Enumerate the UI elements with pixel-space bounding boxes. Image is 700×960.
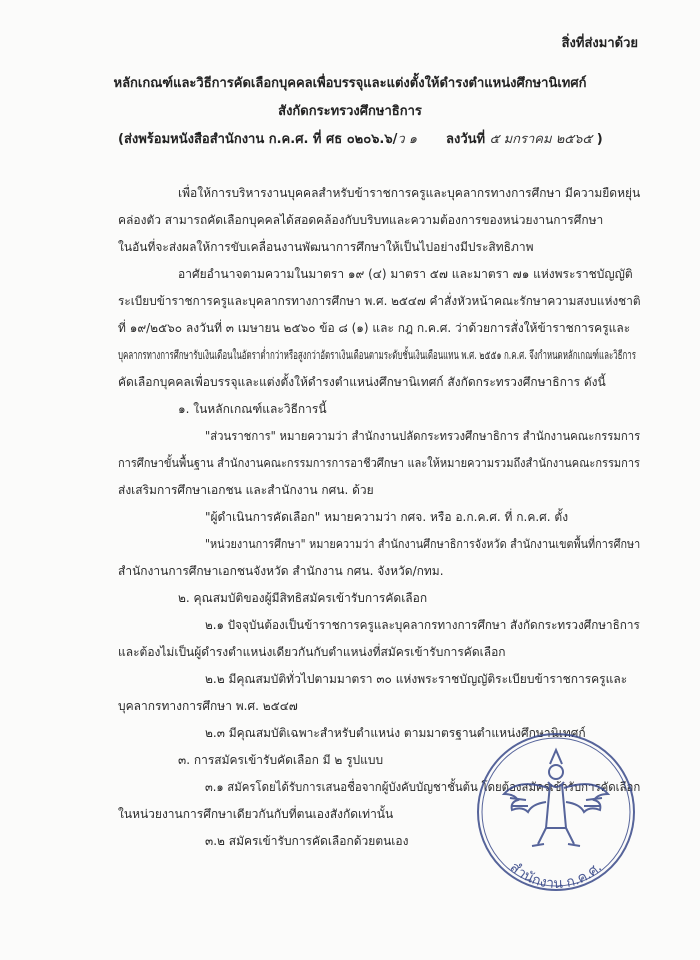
body-line: บุคลากรทางการศึกษา พ.ศ. ๒๕๔๗ bbox=[118, 699, 298, 713]
document-title: หลักเกณฑ์และวิธีการคัดเลือกบุคคลเพื่อบรรจุและแต่งตั้งให้ดำรงตำแหน่งศึกษานิเทศก์ bbox=[113, 76, 587, 91]
reference-handwritten: ว ๑ bbox=[397, 132, 418, 147]
body-line: อาศัยอำนาจตามความในมาตรา ๑๙ (๔) มาตรา ๕๗ และมาตรา ๗๑ แห่งพระราชบัญญัติ bbox=[178, 267, 633, 281]
reference-number bbox=[118, 128, 417, 149]
date-handwritten: ๕ มกราคม ๒๕๖๕ bbox=[489, 132, 593, 147]
body-line: ๓.๒ สมัครเข้ารับการคัดเลือกด้วยตนเอง bbox=[205, 834, 409, 848]
seal-text: สำนักงาน ก.ค.ศ. bbox=[506, 859, 606, 893]
body-line: บุคลากรทางการศึกษารับเงินเดือนในอัตราต่ำกว่าหรือสูงกว่าอัตราเงินเดือนตามระดับชั้นเงินเดือนแทน พ.ศ. ๒๕๕๑ ก.ค.ศ. จึงกำหนดหลักเกณฑ์และวิธีการ bbox=[118, 348, 636, 362]
body-line: ๒.๒ มีคุณสมบัติทั่วไปตามมาตรา ๓๐ แห่งพระราชบัญญัติระเบียบข้าราชการครูและ bbox=[205, 672, 628, 686]
body-line: "หน่วยงานการศึกษา" หมายความว่า สำนักงานศึกษาธิการจังหวัด สำนักงานเขตพื้นที่การศึกษา bbox=[205, 537, 641, 551]
document-subtitle: สังกัดกระทรวงศึกษาธิการ bbox=[278, 104, 422, 119]
date-prefix: ลงวันที่ bbox=[446, 132, 486, 147]
body-line: ที่ ๑๙/๒๕๖๐ ลงวันที่ ๓ เมษายน ๒๕๖๐ ข้อ ๘ (๑) และ กฎ ก.ค.ศ. ว่าด้วยการสั่งให้ข้าราชการครูและ bbox=[118, 321, 631, 335]
body-line: ส่งเสริมการศึกษาเอกชน และสำนักงาน กศน. ด้วย bbox=[118, 483, 374, 497]
body-line: และต้องไม่เป็นผู้ดำรงตำแหน่งเดียวกันกับตำแหน่งที่สมัครเข้ารับการคัดเลือก bbox=[118, 645, 506, 659]
body-line: ๒. คุณสมบัติของผู้มีสิทธิสมัครเข้ารับการคัดเลือก bbox=[178, 591, 428, 605]
body-line: ๓. การสมัครเข้ารับคัดเลือก มี ๒ รูปแบบ bbox=[178, 753, 384, 767]
body-line: ๑. ในหลักเกณฑ์และวิธีการนี้ bbox=[178, 402, 327, 416]
reference-prefix: (ส่งพร้อมหนังสือสำนักงาน ก.ค.ศ. ที่ ศธ ๐๒๐๖.๖/ bbox=[118, 132, 398, 147]
svg-text:สำนักงาน ก.ค.ศ. bbox=[507, 859, 605, 892]
body-line: การศึกษาขั้นพื้นฐาน สำนักงานคณะกรรมการการอาชีวศึกษา และให้หมายความรวมถึงสำนักงานคณะกรรมการ bbox=[118, 456, 640, 470]
garuda-seal-icon bbox=[470, 728, 642, 896]
reference-date bbox=[446, 128, 603, 149]
body-line: ในหน่วยงานการศึกษาเดียวกันกับที่ตนเองสังกัดเท่านั้น bbox=[118, 807, 394, 821]
body-line: ระเบียบข้าราชการครูและบุคลากรทางการศึกษา พ.ศ. ๒๕๔๗ คำสั่งหัวหน้าคณะรักษาความสงบแห่งชาติ bbox=[118, 294, 641, 308]
body-line: ในอันที่จะส่งผลให้การขับเคลื่อนงานพัฒนาการศึกษาให้เป็นไปอย่างมีประสิทธิภาพ bbox=[118, 240, 534, 254]
body-line: เพื่อให้การบริหารงานบุคคลสำหรับข้าราชการครูและบุคลากรทางการศึกษา มีความยืดหยุ่น bbox=[178, 186, 641, 200]
body-line: "ส่วนราชการ" หมายความว่า สำนักงานปลัดกระทรวงศึกษาธิการ สำนักงานคณะกรรมการ bbox=[205, 429, 641, 443]
body-line: คัดเลือกบุคคลเพื่อบรรจุและแต่งตั้งให้ดำรงตำแหน่งศึกษานิเทศก์ สังกัดกระทรวงศึกษาธิการ ดังนี้ bbox=[118, 375, 606, 389]
body-line: สำนักงานการศึกษาเอกชนจังหวัด สำนักงาน กศน. จังหวัด/กทม. bbox=[118, 564, 444, 578]
body-line: "ผู้ดำเนินการคัดเลือก" หมายความว่า กศจ. หรือ อ.ก.ค.ศ. ที่ ก.ค.ศ. ตั้ง bbox=[205, 510, 569, 524]
body-line: ๓.๑ สมัครโดยได้รับการเสนอชื่อจากผู้บังคับบัญชาชั้นต้น โดยต้องสมัครเข้ารับการคัดเลือก bbox=[205, 780, 641, 794]
body-line: ๒.๑ ปัจจุบันต้องเป็นข้าราชการครูและบุคลากรทางการศึกษา สังกัดกระทรวงศึกษาธิการ bbox=[205, 618, 640, 632]
body-line: ๒.๓ มีคุณสมบัติเฉพาะสำหรับตำแหน่ง ตามมาตรฐานตำแหน่งศึกษานิเทศก์ bbox=[205, 726, 586, 740]
date-suffix: ) bbox=[596, 132, 603, 147]
body-line: คล่องตัว สามารถคัดเลือกบุคคลได้สอดคล้องกับบริบทและความต้องการของหน่วยงานการศึกษา bbox=[118, 213, 604, 227]
attachment-label: สิ่งที่ส่งมาด้วย bbox=[561, 36, 638, 51]
